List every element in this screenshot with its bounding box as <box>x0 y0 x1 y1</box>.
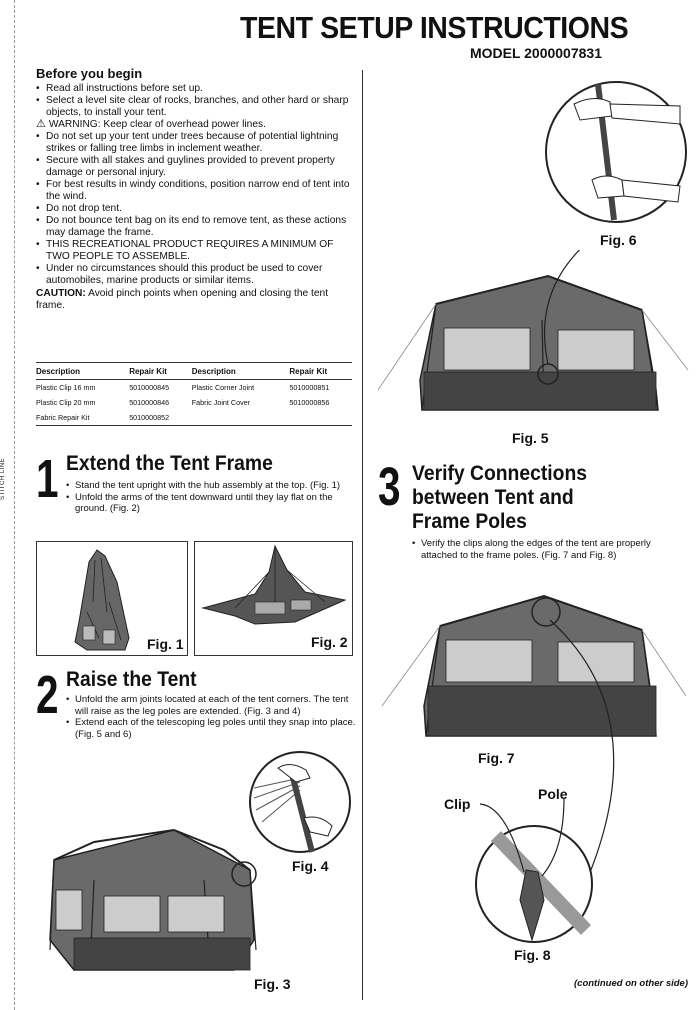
caution-note <box>36 288 358 312</box>
step-1-body <box>66 480 356 515</box>
step-1-item: • Stand the tent upright with the hub assembly at the top. (Fig. 1) <box>66 480 356 492</box>
col-header: Description <box>36 363 129 380</box>
fig-5-label: Fig. 5 <box>512 430 549 446</box>
caution-text: Avoid pinch points when opening and closing the tent frame. <box>36 288 329 311</box>
warning-text: WARNING: Keep clear of overhead power lines. <box>48 119 266 130</box>
before-item: • THIS RECREATIONAL PRODUCT REQUIRES A MINIMUM OF TWO PEOPLE TO ASSEMBLE. <box>36 239 358 263</box>
before-item: • For best results in windy conditions, position narrow end of tent into the wind. <box>36 179 358 203</box>
before-item: • Read all instructions before set up. <box>36 83 358 95</box>
before-heading: Before you begin <box>36 66 143 81</box>
stitch-dash-line <box>14 0 15 1010</box>
fig-1-box <box>36 541 188 656</box>
step-3-title-line-2: between Tent and <box>412 486 574 509</box>
table-cell: Plastic Clip 16 mm <box>36 383 96 392</box>
repair-parts-table <box>36 362 352 426</box>
step-1-title: Extend the Tent Frame <box>66 452 273 475</box>
table-cell: 5010000846 <box>129 398 170 407</box>
stitch-line-label: STITCH LINE <box>0 457 6 500</box>
step-1-item: • Unfold the arms of the tent downward until they lay flat on the ground. (Fig. 2) <box>66 492 356 515</box>
model-number: MODEL 2000007831 <box>469 45 602 61</box>
clip-and-pole-detail-illustration <box>440 600 690 950</box>
tent-with-extended-legs-illustration <box>372 250 690 430</box>
step-2-item: • Unfold the arm joints located at each of the tent corners. The tent will raise as the leg poles are extended. (Fig. 3 and 4) <box>66 694 356 717</box>
warning-item <box>36 119 358 131</box>
table-cell <box>192 410 290 425</box>
table-cell: Plastic Clip 20 mm <box>36 398 96 407</box>
telescoping-pole-detail-illustration <box>540 80 690 230</box>
pole-callout: Pole <box>538 786 568 802</box>
table-cell: 5010000845 <box>129 383 170 392</box>
table-cell: 5010000856 <box>289 398 330 407</box>
table-row <box>36 380 352 396</box>
fig-4-label: Fig. 4 <box>292 858 329 874</box>
step-2-item: • Extend each of the telescoping leg poles until they snap into place. (Fig. 5 and 6) <box>66 717 356 740</box>
clip-callout: Clip <box>444 796 471 812</box>
before-item: • Under no circumstances should this product be used to cover automobiles, marine products or similar items. <box>36 263 358 287</box>
fig-8-label: Fig. 8 <box>514 947 551 963</box>
step-2-body <box>66 694 356 740</box>
step-2-number: 2 <box>36 665 59 725</box>
step-3-title-line-1: Verify Connections <box>412 462 588 485</box>
table-cell: 5010000851 <box>289 383 330 392</box>
table-cell: Fabric Joint Cover <box>191 398 251 407</box>
step-3-body <box>412 538 688 561</box>
before-item: • Do not drop tent. <box>36 203 358 215</box>
caution-label: CAUTION: <box>36 288 86 299</box>
step-3-item: • Verify the clips along the edges of the tent are properly attached to the frame poles. (Fig. 7 and Fig. 8) <box>412 538 688 561</box>
column-divider <box>362 70 363 1000</box>
table-cell: 5010000852 <box>129 413 170 422</box>
fig-2-label: Fig. 2 <box>311 634 348 650</box>
fig-3-label: Fig. 3 <box>254 976 291 992</box>
col-header: Description <box>192 363 290 380</box>
table-row <box>36 395 352 410</box>
step-1-number: 1 <box>36 449 59 509</box>
table-row <box>36 410 352 425</box>
table-cell: Plastic Corner Joint <box>191 383 255 392</box>
step-3-title-line-3: Frame Poles <box>412 510 527 533</box>
step-2-title: Raise the Tent <box>66 668 197 691</box>
table-cell: Fabric Repair Kit <box>36 413 90 422</box>
before-item: • Do not set up your tent under trees because of potential lightning strikes or falling tree limbs in inclement weather. <box>36 131 358 155</box>
continued-note: (continued on other side) <box>574 978 688 989</box>
fig-6-label: Fig. 6 <box>600 232 637 248</box>
step-3-number: 3 <box>378 457 401 517</box>
before-list <box>36 83 358 287</box>
before-item: • Secure with all stakes and guylines provided to prevent property damage or personal injury. <box>36 155 358 179</box>
before-item: • Select a level site clear of rocks, branches, and other hard or sharp objects, to install your tent. <box>36 95 358 119</box>
raised-tent-illustration <box>34 820 284 980</box>
before-you-begin-section <box>36 68 358 312</box>
fig-7-label: Fig. 7 <box>478 750 515 766</box>
col-header: Repair Kit <box>129 363 192 380</box>
table-cell <box>289 410 352 425</box>
fig-1-label: Fig. 1 <box>147 636 184 652</box>
before-item: • Do not bounce tent bag on its end to remove tent, as these actions may damage the frame. <box>36 215 358 239</box>
fig-2-box <box>194 541 353 656</box>
warning-triangle-icon: ⚠ <box>36 118 46 130</box>
col-header: Repair Kit <box>289 363 352 380</box>
page-title: TENT SETUP INSTRUCTIONS <box>240 10 629 45</box>
